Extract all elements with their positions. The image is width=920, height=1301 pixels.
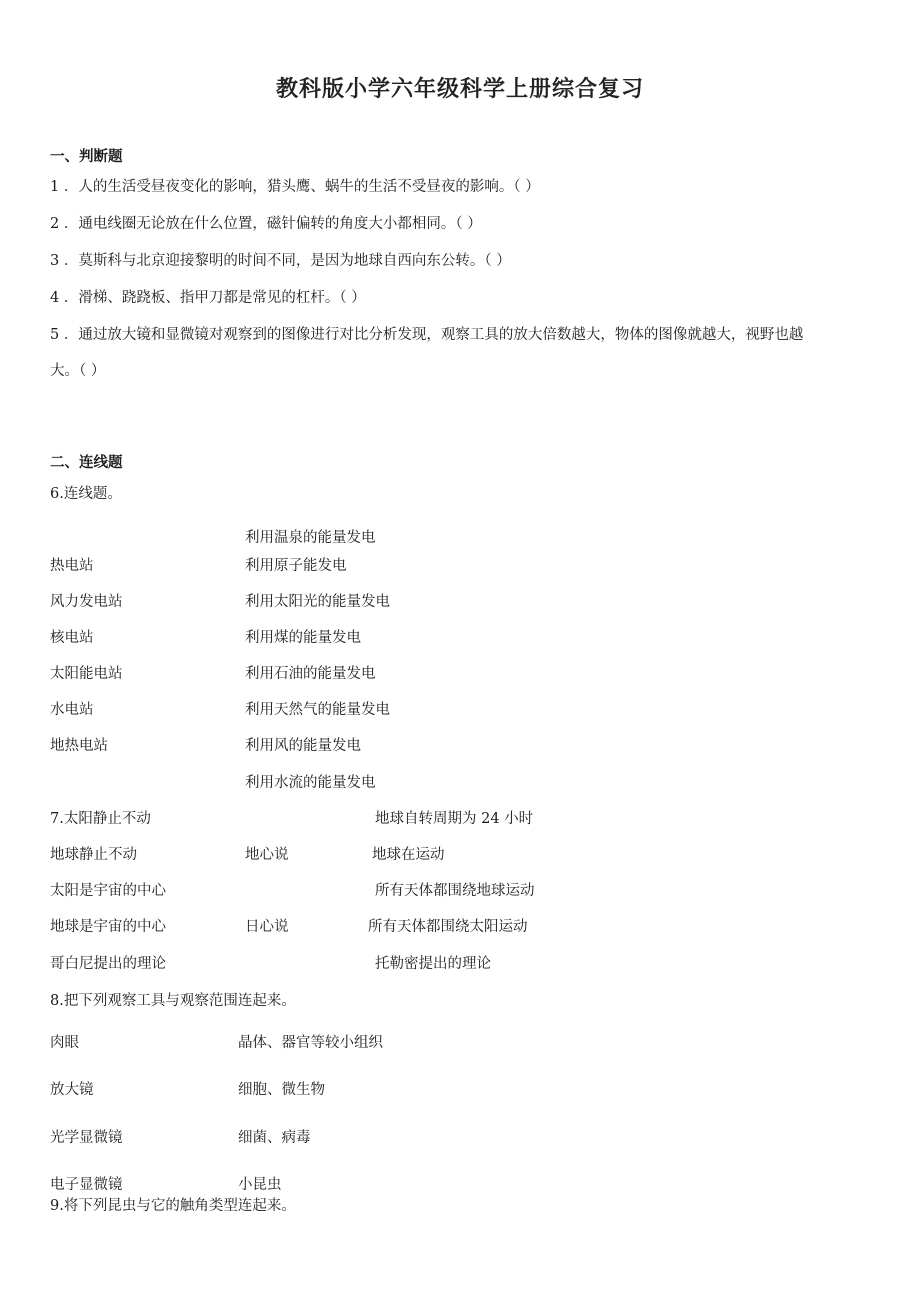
q7-left-item: 太阳是宇宙的中心 <box>50 883 166 899</box>
q6-right-item: 利用煤的能量发电 <box>245 630 361 646</box>
q6-left-item: 热电站 <box>50 558 94 574</box>
q6-right-item: 利用太阳光的能量发电 <box>245 594 390 610</box>
q7-left-item: 7.太阳静止不动 <box>50 811 151 827</box>
judgement-item-4: 4 ．滑梯、跷跷板、指甲刀都是常见的杠杆。（ ） <box>50 290 366 306</box>
q9-stem: 9.将下列昆虫与它的触角类型连起来。 <box>50 1198 296 1214</box>
q8-right-item: 细菌、病毒 <box>238 1130 311 1146</box>
q6-right-item: 利用温泉的能量发电 <box>245 530 376 546</box>
q6-stem: 6.连线题。 <box>50 486 122 502</box>
q6-right-item: 利用水流的能量发电 <box>245 775 376 791</box>
q7-right-item: 托勒密提出的理论 <box>375 956 491 972</box>
q7-left-item: 地球是宇宙的中心 <box>50 919 166 935</box>
q7-middle-item: 地心说 <box>245 847 289 863</box>
q8-left-item: 放大镜 <box>50 1082 94 1098</box>
q7-middle-item: 日心说 <box>245 919 289 935</box>
q8-right-item: 细胞、微生物 <box>238 1082 325 1098</box>
q6-right-item: 利用天然气的能量发电 <box>245 702 390 718</box>
section-heading-judgement: 一、判断题 <box>50 149 123 165</box>
judgement-item-5: 5 ．通过放大镜和显微镜对观察到的图像进行对比分析发现，观察工具的放大倍数越大，物体的图像就越大，视野也越大。（ ） <box>50 327 804 379</box>
judgement-item-2: 2 ．通电线圈无论放在什么位置，磁针偏转的角度大小都相同。（ ） <box>50 216 482 232</box>
q8-stem: 8.把下列观察工具与观察范围连起来。 <box>50 993 296 1009</box>
q6-right-item: 利用风的能量发电 <box>245 738 361 754</box>
judgement-item-3: 3 ．莫斯科与北京迎接黎明的时间不同，是因为地球自西向东公转。（ ） <box>50 253 511 269</box>
q8-right-item: 晶体、器官等较小组织 <box>238 1035 383 1051</box>
page-title: 教科版小学六年级科学上册综合复习 <box>275 77 644 102</box>
q7-right-item: 地球自转周期为 24 小时 <box>375 811 534 827</box>
q8-left-item: 肉眼 <box>50 1035 79 1051</box>
q7-left-item: 哥白尼提出的理论 <box>50 956 166 972</box>
q6-left-item: 地热电站 <box>50 738 108 754</box>
q8-right-item: 小昆虫 <box>238 1177 282 1193</box>
q7-right-item: 所有天体都围绕地球运动 <box>375 883 535 899</box>
section-heading-matching: 二、连线题 <box>50 455 123 471</box>
q6-left-item: 核电站 <box>50 630 94 646</box>
q6-left-item: 风力发电站 <box>50 594 123 610</box>
judgement-item-1: 1 ．人的生活受昼夜变化的影响，猎头鹰、蜗牛的生活不受昼夜的影响。（ ） <box>50 179 540 195</box>
q6-left-item: 太阳能电站 <box>50 666 123 682</box>
q8-left-item: 电子显微镜 <box>50 1177 123 1193</box>
q7-left-item: 地球静止不动 <box>50 847 137 863</box>
q6-right-item: 利用原子能发电 <box>245 558 347 574</box>
q7-right-item: 所有天体都围绕太阳运动 <box>368 919 528 935</box>
q8-left-item: 光学显微镜 <box>50 1130 123 1146</box>
q6-left-item: 水电站 <box>50 702 94 718</box>
q7-right-item: 地球在运动 <box>372 847 445 863</box>
q6-right-item: 利用石油的能量发电 <box>245 666 376 682</box>
